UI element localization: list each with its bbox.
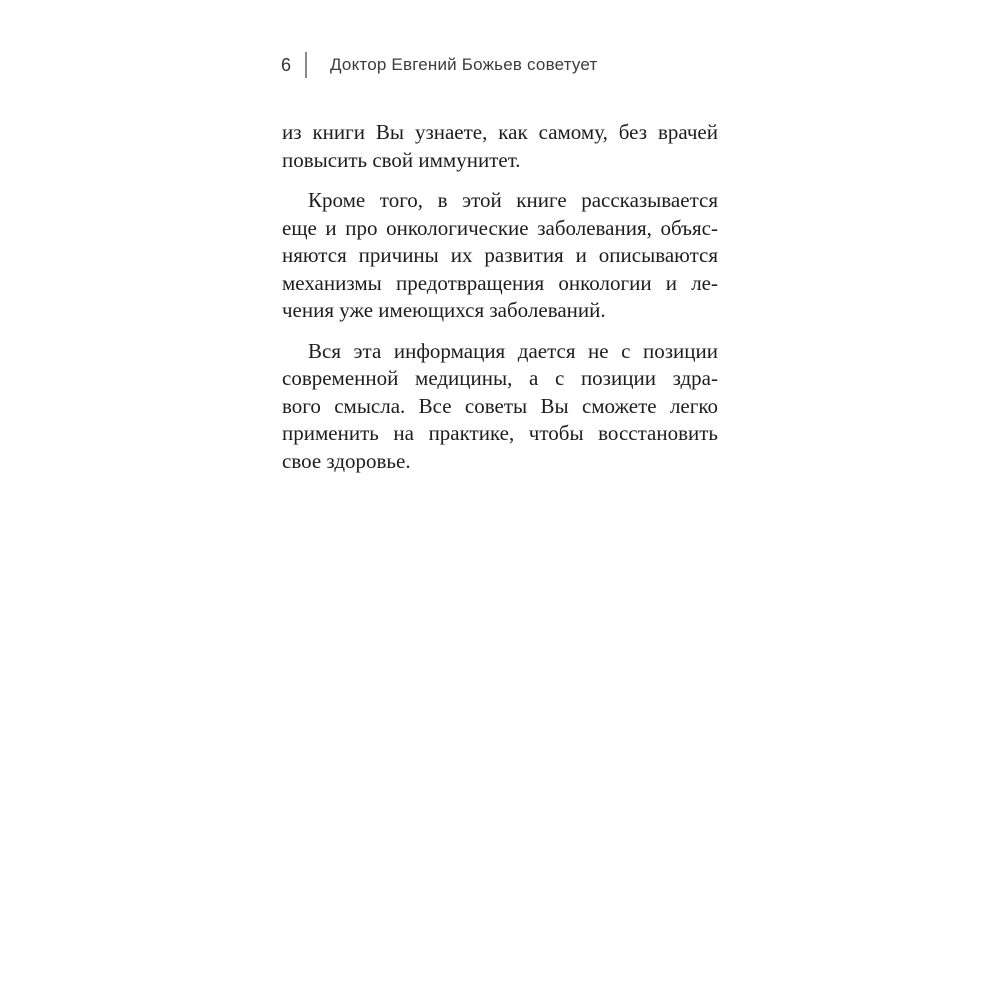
text-line: повысить свой иммунитет. bbox=[282, 147, 521, 172]
header-divider bbox=[305, 52, 307, 78]
text-line: применить на практике, чтобы восстановить bbox=[282, 421, 718, 445]
text-line: из книги Вы узнаете, как самому, без врачей bbox=[282, 120, 718, 144]
text-line: чения уже имеющихся заболеваний. bbox=[282, 298, 606, 322]
text-line: механизмы предотвращения онкологии и ле- bbox=[282, 270, 718, 295]
text-line: современной медицины, а с позиции здра- bbox=[282, 366, 718, 390]
text-line: Кроме того, в этой книге рассказывается bbox=[308, 188, 718, 212]
text-line: няются причины их развития и описываются bbox=[282, 243, 718, 267]
text-line: Вся эта информация дается не с позиции bbox=[308, 338, 718, 363]
running-title: Доктор Евгений Божьев советует bbox=[330, 55, 598, 74]
page-body bbox=[282, 119, 718, 475]
running-header bbox=[281, 52, 597, 78]
paragraph bbox=[282, 119, 718, 174]
paragraph bbox=[282, 338, 718, 476]
page-number: 6 bbox=[281, 55, 292, 75]
text-line: еще и про онкологические заболевания, объяс- bbox=[282, 215, 718, 240]
text-line: вого смысла. Все советы Вы сможете легко bbox=[282, 393, 718, 418]
text-line: свое здоровье. bbox=[282, 448, 411, 473]
paragraph bbox=[282, 187, 718, 325]
